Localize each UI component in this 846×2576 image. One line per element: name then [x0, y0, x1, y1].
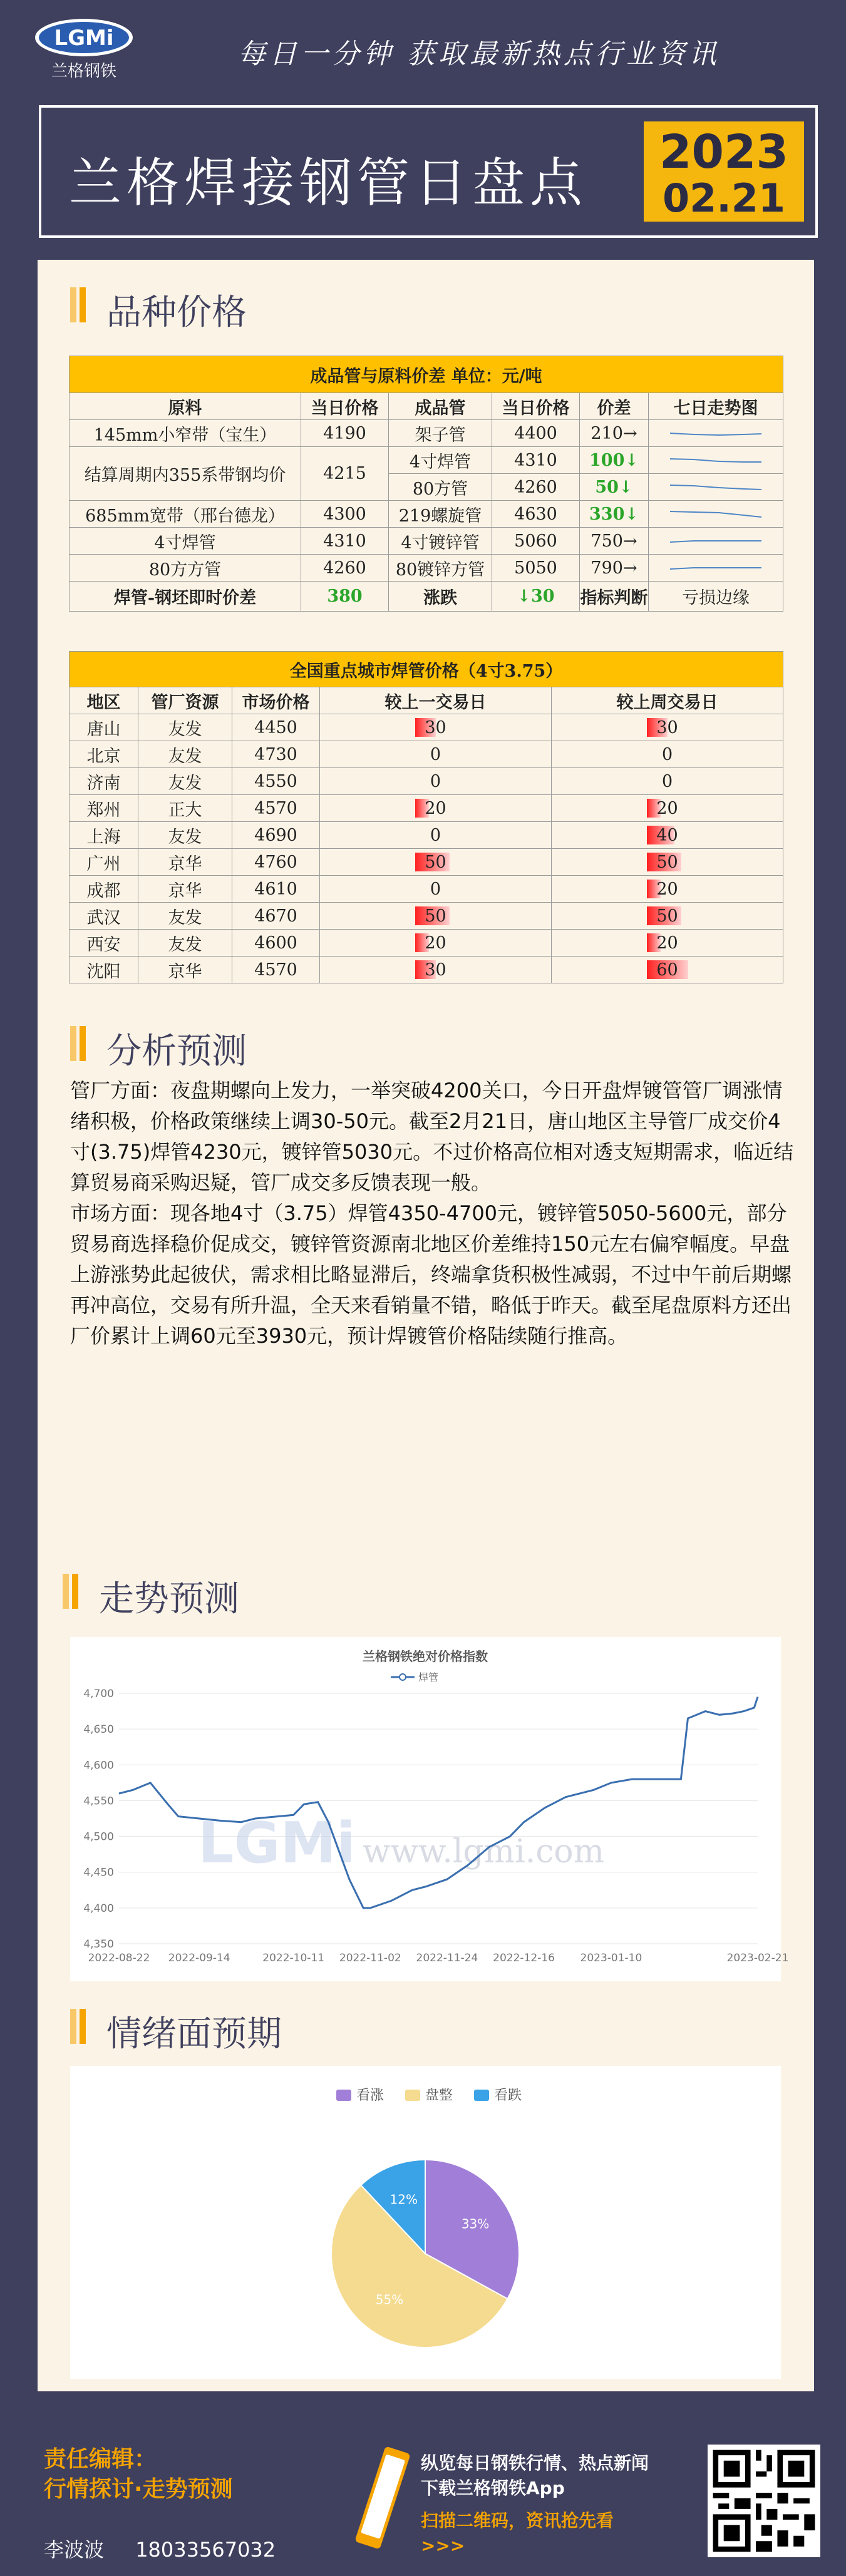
trend-sparkline — [649, 420, 783, 447]
market-price: 4670 — [232, 903, 320, 930]
spread: 330↓ — [580, 501, 649, 528]
change-value: 20 — [656, 879, 678, 899]
table-row — [70, 555, 783, 582]
raw-material: 80方方管 — [70, 555, 301, 582]
section-header-sentiment — [70, 2006, 446, 2055]
table-row — [70, 849, 783, 876]
spread-summary-row — [70, 582, 783, 612]
change-vs-prev-day — [320, 849, 552, 876]
footer-contact — [44, 2534, 276, 2563]
city-name: 北京 — [70, 741, 138, 768]
market-price: 4760 — [232, 849, 320, 876]
product-price: 4630 — [492, 501, 580, 528]
mill-name: 友发 — [138, 822, 232, 849]
pie-label: 33% — [461, 2216, 490, 2232]
change-vs-prev-week — [552, 876, 783, 903]
change-value: ↓30 — [492, 582, 580, 612]
table-row — [70, 876, 783, 903]
change-vs-prev-day — [320, 903, 552, 930]
x-tick-label: 2022-08-22 — [88, 1952, 150, 1964]
change-vs-prev-day — [320, 957, 552, 983]
market-price: 4570 — [232, 795, 320, 822]
col-header: 管厂资源 — [138, 687, 232, 714]
legend-marker-icon — [400, 1674, 406, 1680]
date-month-day: 02.21 — [662, 175, 786, 221]
section-marker-icon — [70, 287, 91, 322]
market-price: 4550 — [232, 768, 320, 795]
table-row — [70, 741, 783, 768]
market-price: 4450 — [232, 714, 320, 741]
y-tick-label: 4,350 — [83, 1938, 114, 1951]
table-row — [70, 903, 783, 930]
market-price: 4600 — [232, 930, 320, 957]
change-vs-prev-day — [320, 822, 552, 849]
raw-material: 结算周期内355系带钢均价 — [70, 447, 301, 501]
product-price: 5060 — [492, 528, 580, 555]
editor-phone: 18033567032 — [135, 2538, 276, 2562]
watermark-text: www.lgmi.com — [362, 1833, 605, 1870]
chart-title: 兰格钢铁绝对价格指数 — [363, 1649, 488, 1664]
change-vs-prev-week — [552, 903, 783, 930]
change-value: 30 — [656, 717, 678, 737]
footer-editor — [44, 2445, 233, 2505]
change-vs-prev-day — [320, 714, 552, 741]
product-price: 4400 — [492, 420, 580, 447]
table-row — [70, 822, 783, 849]
change-value: 40 — [656, 825, 678, 845]
section-header-prices — [70, 285, 446, 333]
change-vs-prev-week — [552, 930, 783, 957]
x-tick-label: 2023-01-10 — [580, 1952, 642, 1964]
phone-icon — [354, 2441, 410, 2554]
watermark-logo: LGMi — [198, 1810, 356, 1876]
raw-material: 145mm小窄带（宝生） — [70, 420, 301, 447]
change-value: 0 — [430, 879, 441, 899]
y-tick-label: 4,400 — [83, 1902, 114, 1915]
table-row — [70, 420, 783, 447]
city-name: 郑州 — [70, 795, 138, 822]
price-spread-table — [69, 356, 783, 612]
app-line-2: 下载兰格钢铁App — [421, 2478, 565, 2498]
section-marker-icon — [70, 1026, 91, 1061]
market-price: 4610 — [232, 876, 320, 903]
trend-sparkline — [649, 447, 783, 474]
section-marker-icon — [70, 2009, 91, 2044]
x-tick-label: 2022-10-11 — [262, 1952, 325, 1964]
change-vs-prev-day — [320, 795, 552, 822]
product-price: 4310 — [492, 447, 580, 474]
change-vs-prev-week — [552, 849, 783, 876]
pie-label: 55% — [375, 2292, 404, 2307]
mill-name: 正大 — [138, 795, 232, 822]
editor-name: 李波波 — [44, 2538, 105, 2562]
table-row — [70, 528, 783, 555]
col-header: 当日价格 — [492, 393, 580, 420]
raw-price: 4260 — [301, 555, 389, 582]
analysis-market: 市场方面：现各地4寸（3.75）焊管4350-4700元，镀锌管5050-5600元，部分贸易商选择稳价促成交，镀锌管资源南北地区价差维持150元左右偏窄幅度。早盘上游涨势此起彼伏，需求相比略显滞后，终端拿货积极性减弱，不过中午前后期螺再冲高位，交易有所升温，全天来看销量不错，略低于昨天。截至尾盘原料方还出厂价累计上调60元至3930元，预计焊镀管价格陆续随行推高。 — [70, 1201, 792, 1348]
change-vs-prev-day — [320, 741, 552, 768]
col-header: 较上周交易日 — [552, 687, 783, 714]
change-value: 0 — [430, 825, 441, 845]
app-line-3: 扫描二维码，资讯抢先看 — [421, 2510, 614, 2531]
trend-sparkline — [649, 474, 783, 501]
change-value: 0 — [430, 744, 441, 764]
table-row — [70, 930, 783, 957]
section-marker-icon — [63, 1574, 84, 1609]
col-header: 当日价格 — [301, 393, 389, 420]
city-name: 武汉 — [70, 903, 138, 930]
change-vs-prev-day — [320, 930, 552, 957]
city-name: 唐山 — [70, 714, 138, 741]
page-title: 兰格焊接钢管日盘点 — [69, 152, 588, 213]
trend-sparkline — [649, 501, 783, 528]
mill-name: 友发 — [138, 903, 232, 930]
mill-name: 友发 — [138, 741, 232, 768]
product-price: 5050 — [492, 555, 580, 582]
city-price-table — [69, 651, 783, 983]
section-header-analysis — [70, 1024, 446, 1072]
price-index-chart-card — [70, 1637, 789, 1981]
legend-swatch[interactable] — [405, 2090, 420, 2101]
product: 4寸焊管 — [389, 447, 492, 474]
spread: 790→ — [580, 555, 649, 582]
raw-price: 4300 — [301, 501, 389, 528]
spread: 750→ — [580, 528, 649, 555]
col-header: 成品管 — [389, 393, 492, 420]
raw-price: 4215 — [301, 447, 389, 501]
y-tick-label: 4,700 — [83, 1688, 114, 1700]
city-name: 广州 — [70, 849, 138, 876]
spread: 210→ — [580, 420, 649, 447]
city-table-title: 全国重点城市焊管价格（4寸3.75） — [70, 652, 783, 687]
lgmi-logo — [33, 14, 139, 83]
mill-name: 京华 — [138, 957, 232, 983]
market-price: 4690 — [232, 822, 320, 849]
y-tick-label: 4,500 — [83, 1830, 114, 1844]
city-name: 沈阳 — [70, 957, 138, 983]
section-header-trend — [63, 1571, 438, 1619]
product: 80镀锌方管 — [389, 555, 492, 582]
legend-label[interactable]: 看涨 — [356, 2088, 384, 2103]
change-value: 30 — [425, 717, 446, 737]
change-value: 30 — [425, 960, 446, 980]
change-value: 60 — [656, 960, 678, 980]
change-value: 50 — [656, 852, 678, 872]
mill-name: 友发 — [138, 930, 232, 957]
change-value: 0 — [661, 744, 673, 764]
x-tick-label: 2022-09-14 — [168, 1952, 230, 1964]
spread: 50↓ — [580, 474, 649, 501]
change-value: 0 — [661, 771, 673, 791]
col-header: 较上一交易日 — [320, 687, 552, 714]
x-tick-label: 2022-11-02 — [339, 1952, 401, 1964]
change-value: 0 — [430, 771, 441, 791]
editor-label: 责任编辑： — [44, 2446, 157, 2472]
change-vs-prev-day — [320, 876, 552, 903]
series-line — [119, 1697, 758, 1908]
pie-label: 12% — [389, 2192, 418, 2207]
city-name: 西安 — [70, 930, 138, 957]
change-vs-prev-week — [552, 822, 783, 849]
judge-value: 亏损边缘 — [649, 582, 783, 612]
table-row — [70, 501, 783, 528]
judge-label: 指标判断 — [580, 582, 649, 612]
raw-price: 4310 — [301, 528, 389, 555]
col-header: 地区 — [70, 687, 138, 714]
change-vs-prev-week — [552, 768, 783, 795]
section-title: 品种价格 — [106, 292, 247, 333]
logo-subtext: 兰格钢铁 — [51, 62, 117, 81]
city-name: 成都 — [70, 876, 138, 903]
editor-topic: 行情探讨·走势预测 — [44, 2476, 233, 2502]
x-tick-label: 2023-02-21 — [726, 1952, 789, 1964]
table-row — [70, 714, 783, 741]
section-title: 分析预测 — [106, 1031, 247, 1072]
table-row — [70, 795, 783, 822]
trend-sparkline — [649, 528, 783, 555]
change-value: 20 — [656, 933, 678, 953]
change-value: 50 — [425, 852, 446, 872]
raw-price: 4190 — [301, 420, 389, 447]
change-vs-prev-day — [320, 768, 552, 795]
city-name: 济南 — [70, 768, 138, 795]
table-row — [70, 957, 783, 983]
col-header: 原料 — [70, 393, 301, 420]
mill-name: 友发 — [138, 714, 232, 741]
y-tick-label: 4,650 — [83, 1723, 114, 1737]
change-value: 50 — [425, 906, 446, 926]
col-header: 市场价格 — [232, 687, 320, 714]
analysis-text — [70, 1075, 797, 1352]
x-tick-label: 2022-11-24 — [416, 1952, 478, 1964]
change-value: 50 — [656, 906, 678, 926]
footer-app-promo — [421, 2451, 649, 2558]
product: 4寸镀锌管 — [389, 528, 492, 555]
trend-sparkline — [649, 555, 783, 582]
legend-label[interactable]: 看跌 — [494, 2088, 522, 2103]
legend-swatch[interactable] — [336, 2090, 351, 2101]
y-tick-label: 4,550 — [83, 1795, 114, 1808]
mill-name: 京华 — [138, 876, 232, 903]
change-label: 涨跌 — [389, 582, 492, 612]
y-tick-label: 4,600 — [83, 1759, 114, 1772]
logo-text: LGMi — [54, 26, 114, 51]
raw-material: 4寸焊管 — [70, 528, 301, 555]
change-vs-prev-week — [552, 957, 783, 983]
product: 80方管 — [389, 474, 492, 501]
sentiment-chart-card — [70, 2066, 781, 2379]
market-price: 4570 — [232, 957, 320, 983]
sentiment-pie-chart — [70, 2066, 781, 2379]
price-index-chart — [70, 1637, 789, 1981]
col-header: 价差 — [580, 393, 649, 420]
change-value: 20 — [425, 933, 446, 953]
x-tick-label: 2022-12-16 — [493, 1952, 555, 1964]
spread: 100↓ — [580, 447, 649, 474]
product: 架子管 — [389, 420, 492, 447]
mill-name: 京华 — [138, 849, 232, 876]
change-vs-prev-week — [552, 714, 783, 741]
app-line-1: 纵览每日钢铁行情、热点新闻 — [421, 2453, 649, 2473]
change-vs-prev-week — [552, 741, 783, 768]
y-tick-label: 4,450 — [83, 1866, 114, 1879]
change-value: 20 — [425, 798, 446, 818]
spread-label: 焊管-钢坯即时价差 — [70, 582, 301, 612]
table-row — [70, 768, 783, 795]
date-year: 2023 — [659, 125, 788, 179]
qr-code-icon[interactable] — [708, 2445, 820, 2557]
mill-name: 友发 — [138, 768, 232, 795]
raw-material: 685mm宽带（邢台德龙） — [70, 501, 301, 528]
legend-label: 焊管 — [418, 1671, 439, 1683]
spread-value: 380 — [301, 582, 389, 612]
product-price: 4260 — [492, 474, 580, 501]
section-title: 情绪面预期 — [106, 2014, 282, 2055]
section-title: 走势预测 — [99, 1579, 239, 1619]
change-value: 20 — [656, 798, 678, 818]
legend-label[interactable]: 盘整 — [425, 2088, 453, 2103]
market-price: 4730 — [232, 741, 320, 768]
product: 219螺旋管 — [389, 501, 492, 528]
city-name: 上海 — [70, 822, 138, 849]
table-row — [70, 447, 783, 474]
price-table-title: 成品管与原料价差 单位：元/吨 — [70, 356, 783, 393]
legend-swatch[interactable] — [474, 2090, 489, 2101]
analysis-mill: 管厂方面：夜盘期螺向上发力，一举突破4200关口，今日开盘焊镀管管厂调涨情绪积极，价格政策继续上调30-50元。截至2月21日，唐山地区主导管厂成交价4寸(3.75)焊管4230元，镀锌管5030元。不过价格高位相对透支短期需求，临近结算贸易商采购迟疑，管厂成交多反馈表现一般。 — [70, 1079, 794, 1194]
change-vs-prev-week — [552, 795, 783, 822]
app-arrows: >>> — [421, 2535, 465, 2556]
header-slogan: 每日一分钟 获取最新热点行业资讯 — [238, 38, 720, 70]
col-header: 七日走势图 — [649, 393, 783, 420]
